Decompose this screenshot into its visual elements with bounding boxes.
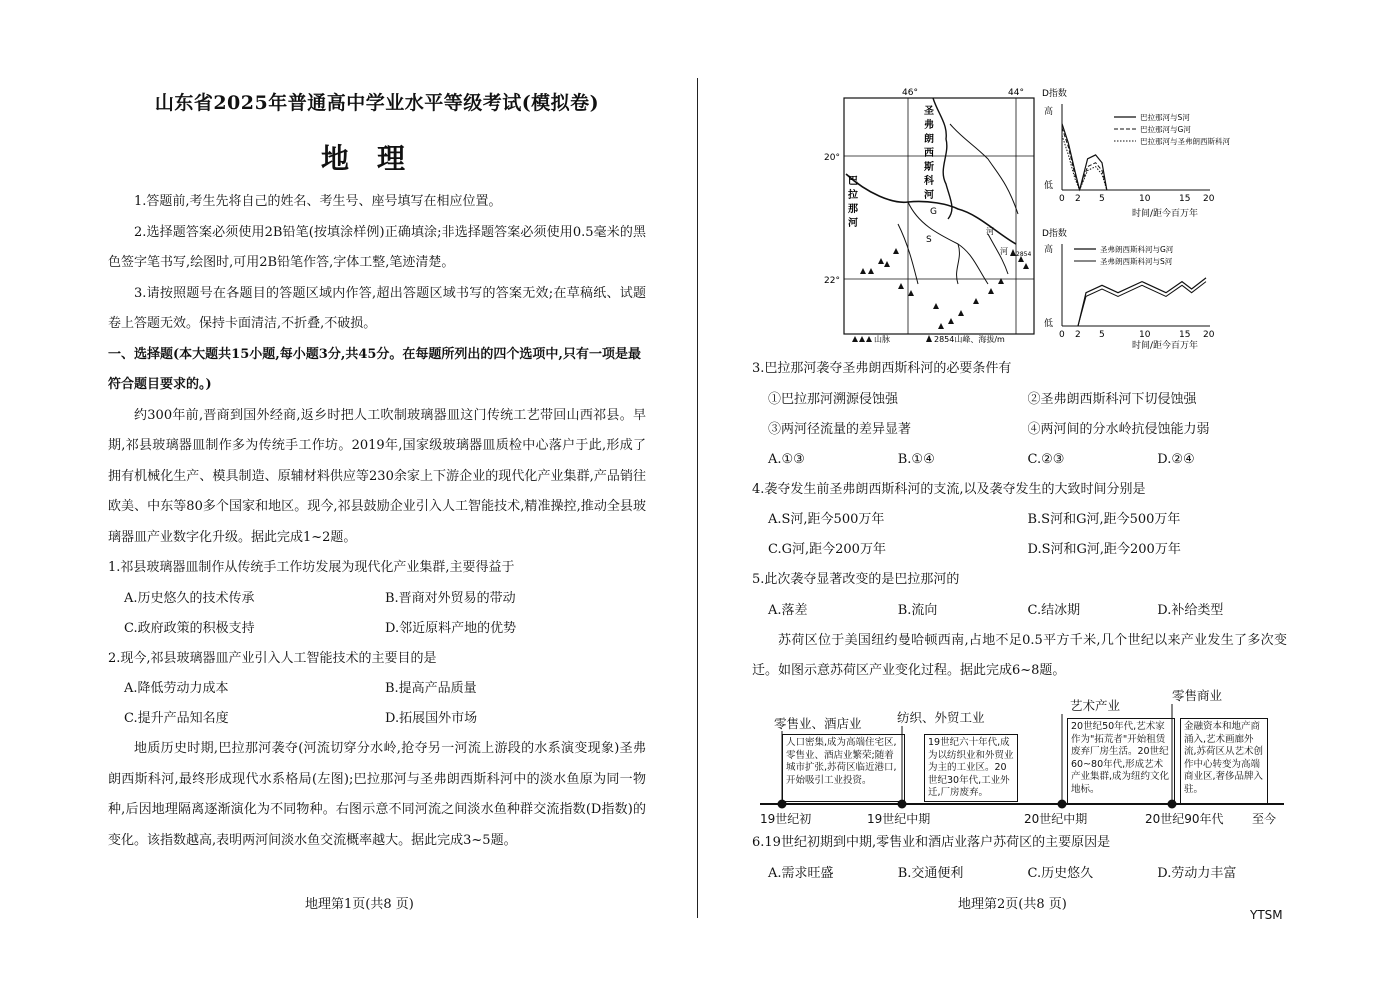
question-3-options xyxy=(752,445,1287,475)
option-2a[interactable]: A.降低劳动力成本 xyxy=(124,681,229,696)
timeline-head-3: 艺术产业 xyxy=(1070,698,1121,713)
map-river-char: 拉 xyxy=(848,190,858,201)
option-2c[interactable]: C.提升产品知名度 xyxy=(124,711,229,726)
instruction-3: 3.请按照题号在各题目的答题区域内作答,超出答题区域书写的答案无效;在草稿纸、试题卷上答题无效。保持卡面清洁,不折叠,不破损。 xyxy=(108,285,646,331)
option-4d[interactable]: D.S河和G河,距今200万年 xyxy=(1027,542,1181,557)
option-4a[interactable]: A.S河,距今500万年 xyxy=(768,512,885,527)
sao-francisco-label xyxy=(923,104,935,201)
statement-4: ④两河间的分水岭抗侵蚀能力弱 xyxy=(1027,421,1210,437)
lon-44: 44° xyxy=(1008,88,1024,98)
timeline-axis-4: 20世纪90年代 xyxy=(1145,812,1224,826)
timeline-head-2: 纺织、外贸工业 xyxy=(897,710,985,725)
section-heading: 一、选择题(本大题共15小题,每小题3分,共45分。在每题所列出的四个选项中,只有一项是最符合题目要求的。) xyxy=(108,346,641,392)
legend-label-3: 巴拉那河与圣弗朗西斯科河 xyxy=(1140,137,1230,146)
x-tick-label: 2 xyxy=(1075,194,1081,204)
mountain-symbols xyxy=(860,248,1032,329)
timeline-box-4: 金融资本和地产商涌入,艺术画廊外流,苏荷区从艺术创作中心转变为高端商业区,奢侈品牌入驻。 xyxy=(1180,718,1268,804)
question-5-stem: 5.此次袭夺显著改变的是巴拉那河的 xyxy=(752,572,960,587)
question-6 xyxy=(752,828,1287,889)
chart2-ylabel: D指数 xyxy=(1042,229,1067,239)
x-tick-label: 15 xyxy=(1179,194,1191,204)
timeline-axis-2: 19世纪中期 xyxy=(867,812,931,826)
instruction-1: 1.答题前,考生先将自己的姓名、考生号、座号填写在相应位置。 xyxy=(134,194,502,209)
question-3-statements xyxy=(752,385,1287,445)
legend-mountain: 山脉 xyxy=(874,335,890,344)
option-2d[interactable]: D.拓展国外市场 xyxy=(385,711,478,726)
option-3b[interactable]: B.①④ xyxy=(897,451,935,467)
page-2-questions xyxy=(752,354,1287,687)
statement-3: ③两河径流量的差异显著 xyxy=(768,421,912,437)
map-river-char: 朗 xyxy=(924,134,934,145)
statement-2: ②圣弗朗西斯科河下切侵蚀强 xyxy=(1027,391,1197,407)
page-divider xyxy=(697,78,698,918)
tributary-s xyxy=(957,244,960,284)
river-label-2: 河 xyxy=(1000,247,1008,256)
option-3d[interactable]: D.②④ xyxy=(1157,451,1195,467)
chart2-y-high: 高 xyxy=(1044,245,1054,255)
timeline-box-1: 人口密集,成为高端住宅区,零售业、酒店业繁荣;随着城市扩张,苏荷区临近港口,开始吸引工业投资。 xyxy=(782,734,905,802)
subject-title: 地理 xyxy=(320,142,433,175)
timeline-connectors xyxy=(782,704,1172,800)
option-3a[interactable]: A.①③ xyxy=(768,451,805,467)
tributary-east xyxy=(950,124,1018,214)
timeline-axis xyxy=(752,686,1292,826)
question-4-stem: 4.袭夺发生前圣弗朗西斯科河的支流,以及袭夺发生的大致时间分别是 xyxy=(752,481,1146,497)
question-6-options xyxy=(752,859,1287,889)
river-label-1: 河 xyxy=(986,227,994,236)
lat-22: 22° xyxy=(824,276,840,286)
legend-label-1: 巴拉那河与S河 xyxy=(1140,113,1190,122)
question-2-stem: 2.现今,祁县玻璃器皿产业引入人工智能技术的主要目的是 xyxy=(108,650,437,666)
question-4-options xyxy=(752,505,1287,565)
option-4c[interactable]: C.G河,距今200万年 xyxy=(768,542,886,557)
x-tick-label: 5 xyxy=(1099,194,1105,204)
x-tick-label: 2 xyxy=(1075,330,1081,340)
lon-46: 46° xyxy=(902,88,918,98)
option-5c[interactable]: C.结冰期 xyxy=(1027,602,1081,618)
map-river-char: 河 xyxy=(848,218,858,229)
option-1c[interactable]: C.政府政策的积极支持 xyxy=(124,620,255,636)
x-tick-label: 20 xyxy=(1203,330,1215,340)
question-1-options xyxy=(108,584,646,644)
x-tick-label: 5 xyxy=(1099,330,1105,340)
label-s: S xyxy=(926,235,932,245)
legend-peak: 2854山峰、海拔/m xyxy=(934,335,1005,344)
peak-elevation: 2854 xyxy=(1016,251,1032,258)
exam-title: 山东省2025年普通高中学业水平等级考试(模拟卷) xyxy=(154,92,600,114)
x-tick-label: 10 xyxy=(1139,330,1151,340)
timeline-box-3: 20世纪50年代,艺术家作为"拓荒者"开始租赁废弃厂房生活。20世纪60~80年代,形成艺术产业集群,成为纽约文化地标。 xyxy=(1067,718,1175,804)
question-2-options xyxy=(108,674,646,734)
map-river-char: 圣 xyxy=(924,106,934,117)
option-3c[interactable]: C.②③ xyxy=(1027,451,1065,467)
map-river-char: 巴 xyxy=(848,176,858,187)
x-tick-label: 10 xyxy=(1139,194,1151,204)
d-index-chart-1 xyxy=(1040,84,1240,224)
parana-label xyxy=(848,175,859,229)
sao-francisco-river xyxy=(933,98,952,219)
option-6c[interactable]: C.历史悠久 xyxy=(1027,865,1094,881)
x-tick-label: 15 xyxy=(1179,330,1191,340)
map-river-char: 科 xyxy=(924,176,934,187)
chart1-xlabel: 时间/距今百万年 xyxy=(1132,209,1199,219)
chart2-y-low: 低 xyxy=(1044,319,1054,329)
legend-label-1: 圣弗朗西斯科河与G河 xyxy=(1100,245,1174,254)
option-5d[interactable]: D.补给类型 xyxy=(1157,602,1224,618)
timeline-axis-5: 至今 xyxy=(1252,812,1277,826)
question-1-stem: 1.祁县玻璃器皿制作从传统手工作坊发展为现代化产业集群,主要得益于 xyxy=(108,560,515,575)
chart1-y-low: 低 xyxy=(1044,181,1054,191)
page-1-footer: 地理第1页(共8 页) xyxy=(305,897,414,912)
page-1 xyxy=(108,88,646,856)
passage-3: 苏荷区位于美国纽约曼哈顿西南,占地不足0.5平方千米,几个世纪以来产业发生了多次变迁。如图示意苏荷区产业变化过程。据此完成6~8题。 xyxy=(752,632,1287,678)
d-index-chart-2 xyxy=(1040,222,1240,352)
question-5-options xyxy=(752,596,1287,626)
chart1-y-high: 高 xyxy=(1044,107,1054,117)
soho-timeline xyxy=(752,686,1292,826)
map-river-char: 斯 xyxy=(924,162,934,173)
map-frame xyxy=(844,98,1034,334)
chart1-ylabel: D指数 xyxy=(1042,89,1067,99)
timeline-head-1: 零售业、酒店业 xyxy=(774,716,862,731)
corner-mark: YTSM xyxy=(1250,908,1283,922)
timeline-box-2: 19世纪六十年代,成为以纺织业和外贸业为主的工业区。20世纪30年代,工业外迁,厂房废弃。 xyxy=(924,734,1018,802)
x-tick-label: 0 xyxy=(1059,330,1065,340)
option-1d[interactable]: D.邻近原料产地的优势 xyxy=(385,620,517,636)
map-river-char: 河 xyxy=(924,190,934,201)
legend-peak-symbol xyxy=(926,335,932,342)
question-3-stem: 3.巴拉那河袭夺圣弗朗西斯科河的必要条件有 xyxy=(752,361,1012,376)
timeline-head-4: 零售商业 xyxy=(1172,688,1223,703)
passage-1: 约300年前,晋商到国外经商,返乡时把人工吹制玻璃器皿这门传统工艺带回山西祁县。早期,祁县玻璃器皿制作多为传统手工作坊。2019年,国家级玻璃器皿质检中心落户于此,形成了拥有机械化生产、模具制造、原辅材料供应等230余家上下游企业的现代化产业集群,产品销往欧美、中东等80多个国家和地区。现今,祁县鼓励企业引入人工智能技术,精准操控,推动全县玻璃器皿产业数字化升级。据此完成1~2题。 xyxy=(108,407,646,545)
x-tick-label: 20 xyxy=(1203,194,1215,204)
option-6b[interactable]: B.交通便利 xyxy=(897,865,964,881)
series-line-2 xyxy=(1078,282,1206,326)
map-river-char: 西 xyxy=(924,148,934,159)
instructions xyxy=(108,187,646,340)
option-2b[interactable]: B.提高产品质量 xyxy=(385,681,477,696)
question-6-stem: 6.19世纪初期到中期,零售业和酒店业落户苏荷区的主要原因是 xyxy=(752,835,1111,850)
series-line-2 xyxy=(1062,128,1107,190)
label-g: G xyxy=(930,207,937,217)
statement-1: ①巴拉那河溯源侵蚀强 xyxy=(768,391,899,407)
timeline-axis-3: 20世纪中期 xyxy=(1024,812,1088,826)
option-6a[interactable]: A.需求旺盛 xyxy=(768,865,834,881)
map-river-char: 弗 xyxy=(924,120,934,131)
legend-mountain-symbol xyxy=(852,336,872,342)
passage-2: 地质历史时期,巴拉那河袭夺(河流切穿分水岭,抢夺另一河流上游段的水系演变现象)圣弗朗西斯科河,最终形成现代水系格局(左图);巴拉那河与圣弗朗西斯科河中的淡水鱼原为同一物种,后因地理隔离逐渐演化为不同物种。右图示意不同河流之间淡水鱼种群交流指数(D指数)的变化。该指数越高,表明两河间淡水鱼交流概率越大。据此完成3~5题。 xyxy=(108,741,646,848)
x-tick-label: 0 xyxy=(1059,194,1065,204)
river-map xyxy=(824,84,1046,350)
s-river xyxy=(908,202,988,284)
legend-label-2: 圣弗朗西斯科河与S河 xyxy=(1100,257,1173,266)
option-6d[interactable]: D.劳动力丰富 xyxy=(1157,865,1237,881)
timeline-axis-1: 19世纪初 xyxy=(760,812,812,826)
option-1a[interactable]: A.历史悠久的技术传承 xyxy=(124,590,255,606)
lat-20: 20° xyxy=(824,153,840,163)
chart2-xlabel: 时间/距今百万年 xyxy=(1132,341,1199,351)
option-5a[interactable]: A.落差 xyxy=(768,602,808,618)
option-1b[interactable]: B.晋商对外贸易的带动 xyxy=(385,590,516,606)
page-2-footer: 地理第2页(共8 页) xyxy=(958,897,1067,912)
map-river-char: 那 xyxy=(848,204,858,215)
option-4b[interactable]: B.S河和G河,距今500万年 xyxy=(1027,512,1181,527)
legend-label-2: 巴拉那河与G河 xyxy=(1140,125,1191,134)
option-5b[interactable]: B.流向 xyxy=(897,602,938,618)
instruction-2: 2.选择题答案必须使用2B铅笔(按填涂样例)正确填涂;非选择题答案必须使用0.5毫米的黑色签字笔书写,绘图时,可用2B铅笔作答,字体工整,笔迹清楚。 xyxy=(108,224,646,270)
